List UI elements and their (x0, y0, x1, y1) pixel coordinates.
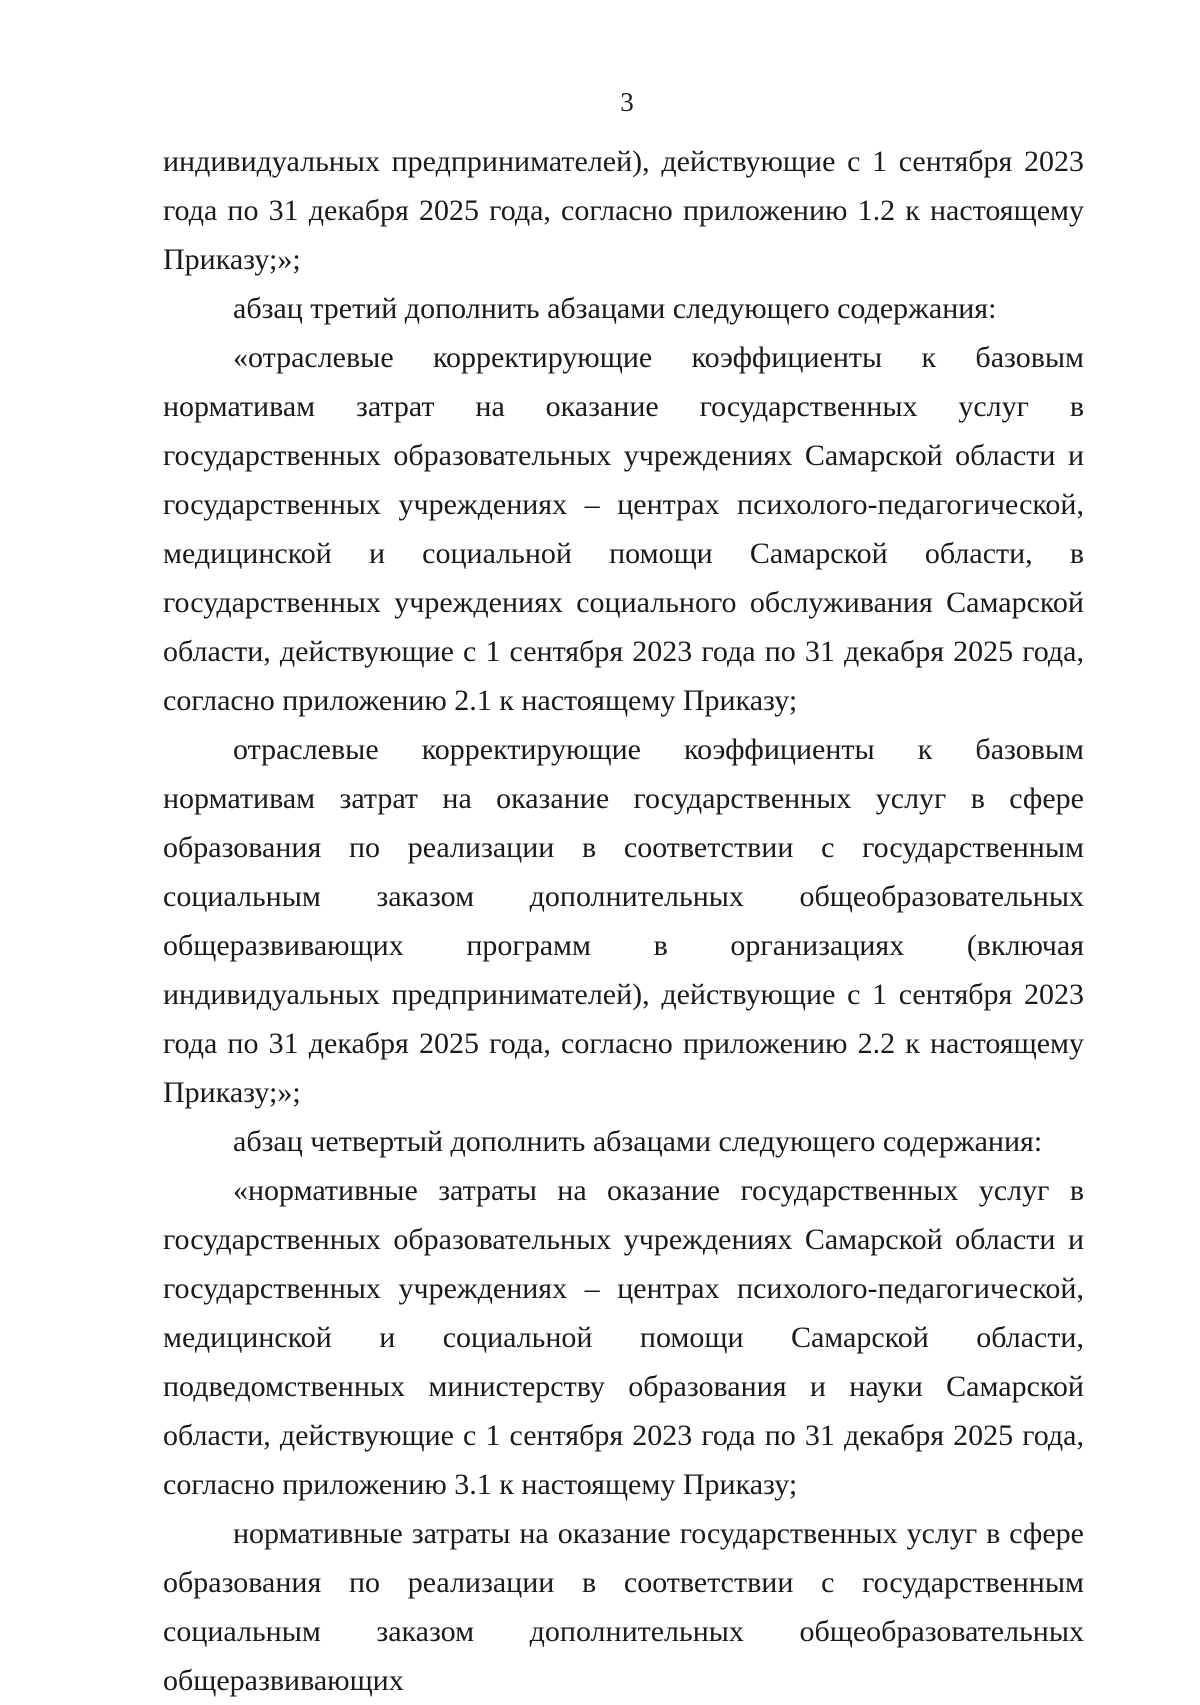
paragraph-normative-costs-continued: нормативные затраты на оказание государственных услуг в сфере образования по реализации в соответствии с государственным социальным заказом дополнительных общеобразовательных общеразвивающих (163, 1517, 1084, 1697)
paragraph-coefficients-2-1: «отраслевые корректирующие коэффициенты к базовым нормативам затрат на оказание государственных услуг в государственных образовательных учреждениях Самарской области и государственных учреждениях – центрах психолого-педагогической, медицинской и социальной помощи Самарской области, в государственных учреждениях социального обслуживания Самарской области, действующие с 1 сентября 2023 года по 31 декабря 2025 года, согласно приложению 2.1 к настоящему Приказу; (163, 341, 1084, 717)
paragraph-coefficients-2-2: отраслевые корректирующие коэффициенты к базовым нормативам затрат на оказание государственных услуг в сфере образования по реализации в соответствии с государственным социальным заказом дополнительных общеобразовательных общеразвивающих программ в организациях (включая индивидуальных предпринимателей), действующие с 1 сентября 2023 года по 31 декабря 2025 года, согласно приложению 2.2 к настоящему Приказу;»; (163, 733, 1084, 1109)
page-number: 3 (620, 87, 634, 117)
paragraph-amendment-third: абзац третий дополнить абзацами следующего содержания: (233, 292, 997, 325)
document-body (163, 137, 1084, 1705)
paragraph-normative-costs-3-1: «нормативные затраты на оказание государственных услуг в государственных образовательных учреждениях Самарской области и государственных учреждениях – центрах психолого-педагогической, медицинской и социальной помощи Самарской области, подведомственных министерству образования и науки Самарской области, действующие с 1 сентября 2023 года по 31 декабря 2025 года, согласно приложению 3.1 к настоящему Приказу; (163, 1174, 1084, 1501)
paragraph-continuation: индивидуальных предпринимателей), действующие с 1 сентября 2023 года по 31 декабря 2025 года, согласно приложению 1.2 к настоящему Приказу;»; (163, 145, 1084, 276)
paragraph-amendment-fourth: абзац четвертый дополнить абзацами следующего содержания: (233, 1125, 1043, 1158)
